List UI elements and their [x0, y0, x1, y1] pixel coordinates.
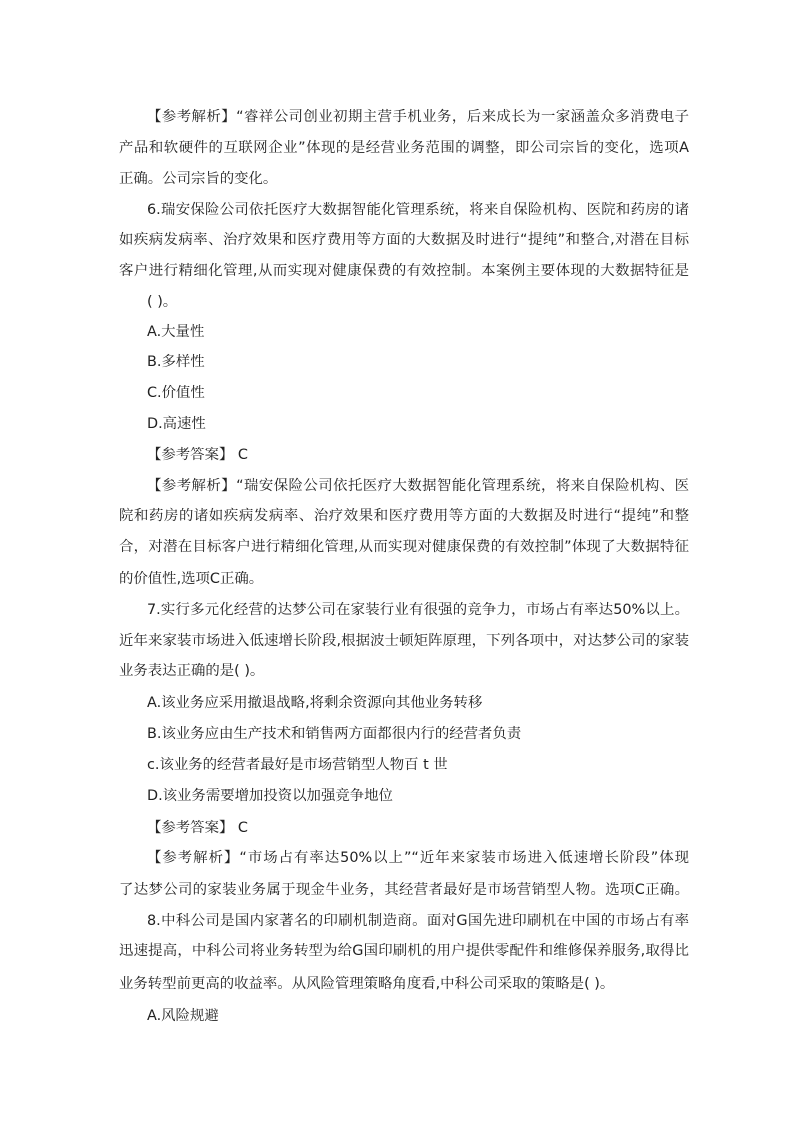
text-line: c.该业务的经营者最好是市场营销型人物百 t 世 — [147, 757, 448, 773]
text-line: 如疾病发病率、治疗效果和医疗费用等方面的大数据及时进行“提纯”和整合,对潜在目标 — [119, 232, 689, 248]
text-line: 客户进行精细化管理,从而实现对健康保费的有效控制。本案例主要体现的大数据特征是 — [119, 263, 689, 279]
text-line: A.该业务应采用撤退战略,将剩余资源向其他业务转移 — [147, 695, 483, 711]
text-line: 院和药房的诸如疾病发病率、治疗效果和医疗费用等方面的大数据及时进行“提纯”和整 — [119, 508, 689, 524]
text-line: 业务表达正确的是( )。 — [119, 663, 265, 679]
text-line: 【参考解析】“瑞安保险公司依托医疗大数据智能化管理系统，将来自保险机构、医 — [147, 478, 689, 494]
text-line: 合，对潜在目标客户进行精细化管理,从而实现对健康保费的有效控制”体现了大数据特征 — [119, 539, 689, 555]
text-line: 正确。公司宗旨的变化。 — [119, 171, 278, 187]
text-line: C.价值性 — [147, 385, 205, 401]
text-line: A.大量性 — [147, 324, 205, 340]
text-line: 【参考解析】“市场占有率达50%以上”“近年来家装市场进入低速增长阶段”体现 — [147, 850, 689, 866]
text-line: 7.实行多元化经营的达梦公司在家装行业有很强的竞争力，市场占有率达50%以上。 — [147, 602, 689, 618]
text-line: B.多样性 — [147, 354, 205, 370]
text-line: 了达梦公司的家装业务属于现金牛业务，其经营者最好是市场营销型人物。选项C正确。 — [119, 882, 689, 898]
text-line: 业务转型前更高的收益率。从风险管理策略角度看,中科公司采取的策略是( )。 — [119, 976, 615, 992]
text-line: ( )。 — [147, 294, 178, 310]
text-line: B.该业务应由生产技术和销售两方面都很内行的经营者负责 — [147, 726, 522, 742]
text-line: 的价值性,选项C正确。 — [119, 571, 264, 587]
text-line: 6.瑞安保险公司依托医疗大数据智能化管理系统，将来自保险机构、医院和药房的诸 — [147, 202, 689, 218]
text-line: D.高速性 — [147, 416, 206, 432]
text-line: 产品和软硬件的互联网企业”体现的是经营业务范围的调整，即公司宗旨的变化，选项A — [119, 140, 689, 156]
text-line: D.该业务需要增加投资以加强竞争地位 — [147, 788, 393, 804]
text-line: 【参考解析】“睿祥公司创业初期主营手机业务，后来成长为一家涵盖众多消费电子 — [147, 109, 689, 125]
text-line: A.风险规避 — [147, 1008, 219, 1024]
text-line: 近年来家装市场进入低速增长阶段,根据波士顿矩阵原理，下列各项中，对达梦公司的家装 — [119, 633, 689, 649]
text-line: 【参考答案】 C — [147, 447, 248, 463]
text-line: 【参考答案】 C — [147, 820, 248, 836]
text-line: 迅速提高，中科公司将业务转型为给G国印刷机的用户提供零配件和维修保养服务,取得比 — [119, 943, 689, 959]
text-line: 8.中科公司是国内家著名的印刷机制造商。面对G国先进印刷机在中国的市场占有率 — [147, 913, 689, 929]
